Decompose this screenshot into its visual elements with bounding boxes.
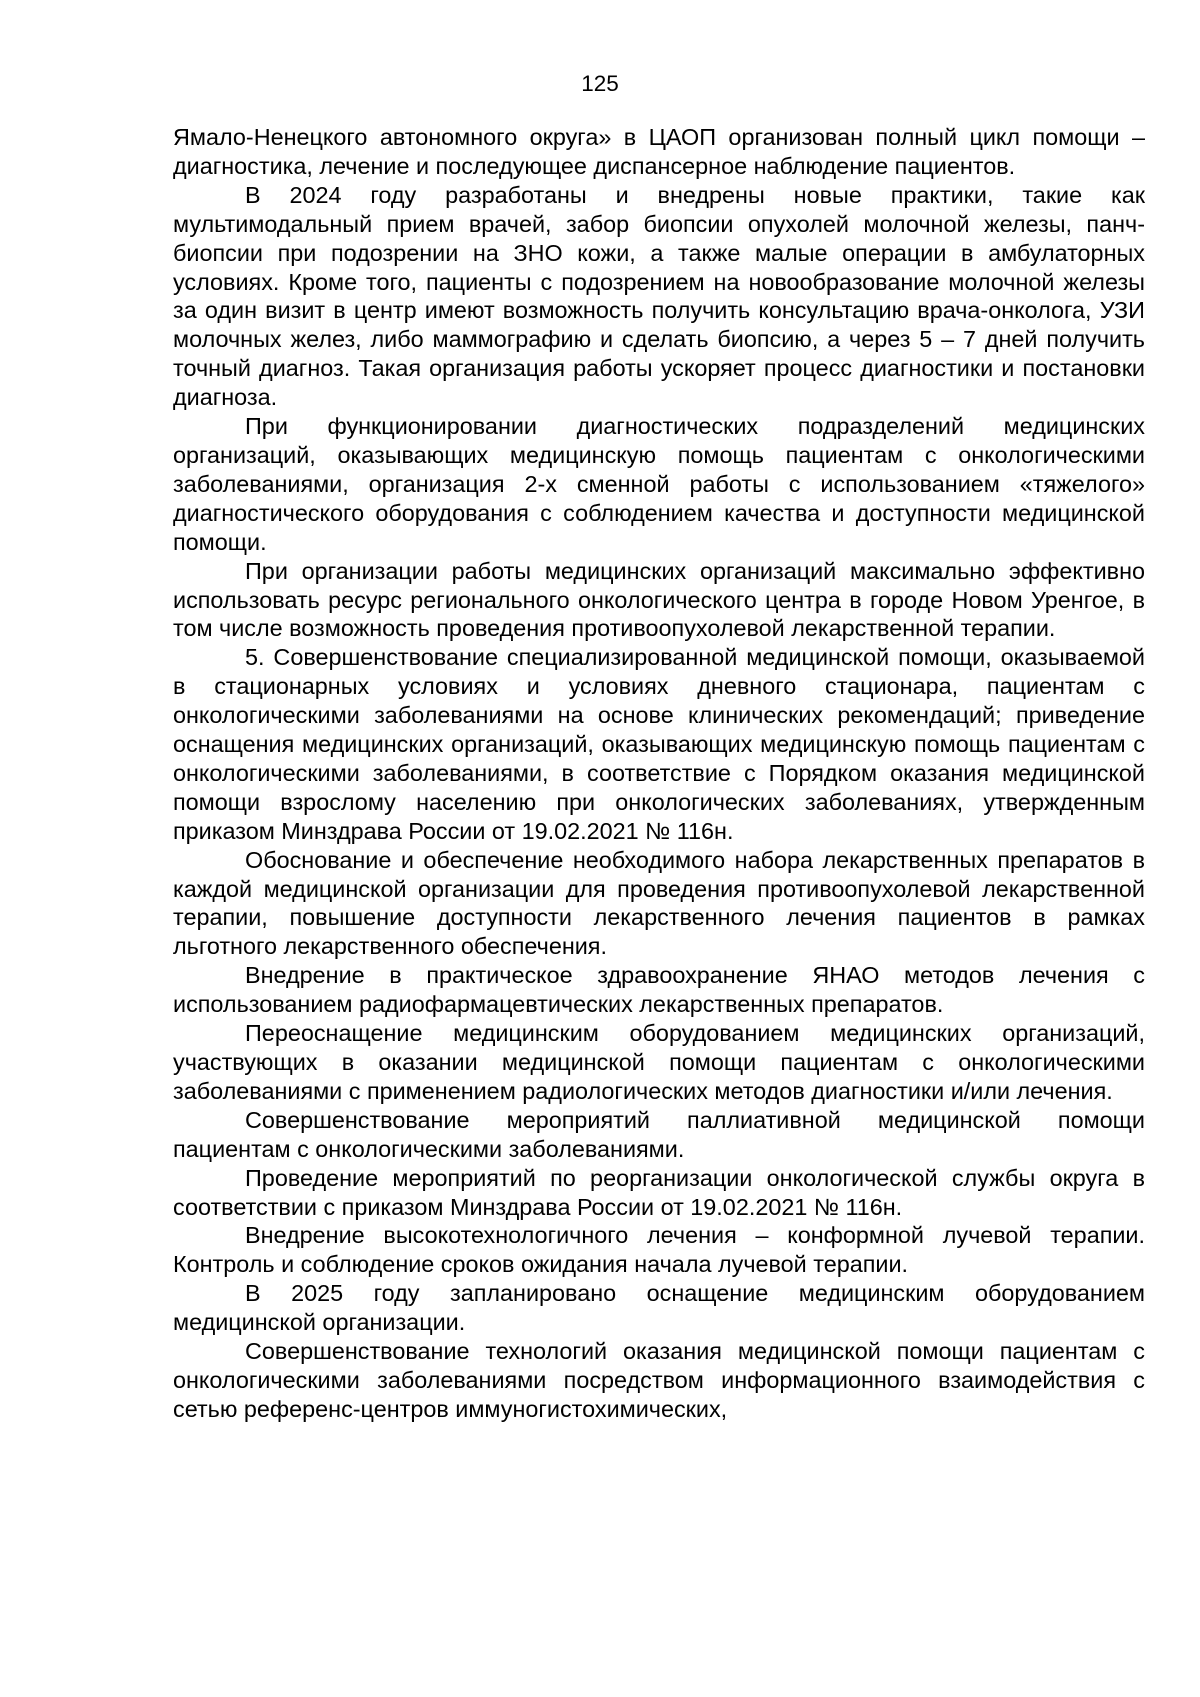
paragraph-diagnostic-units: При функционировании диагностических подразделений медицинских организаций, оказывающих медицинскую помощь пациентам с онкологическими заболеваниями, организация 2-х сменной работы с использованием «тяжелого» диагностического оборудования с соблюдением качества и доступности медицинской помощи. xyxy=(173,413,1145,555)
paragraph-palliative-care: Совершенствование мероприятий паллиативной медицинской помощи пациентам с онкологическими заболеваниями. xyxy=(173,1106,1145,1162)
paragraph-equipment-2025: В 2025 году запланировано оснащение медицинским оборудованием медицинской организации. xyxy=(173,1280,1145,1336)
paragraph-new-practices-2024: В 2024 году разработаны и внедрены новые практики, такие как мультимодальный прием врачей, забор биопсии опухолей молочной железы, панч-биопсии при подозрении на ЗНО кожи, а также малые операции в амбулаторных условиях. Кроме того, пациенты с подозрением на новообразование молочной железы за один визит в центр имеют возможность получить консультацию врача-онколога, УЗИ молочных желез, либо маммографию и сделать биопсию, а через 5 – 7 дней получить точный диагноз. Такая организация работы ускоряет процесс диагностики и постановки диагноза. xyxy=(173,181,1145,411)
paragraph-radiation-therapy: Внедрение высокотехнологичного лечения – конформной лучевой терапии. Контроль и соблюдение сроков ожидания начала лучевой терапии. xyxy=(173,1222,1145,1278)
paragraph-reorganization: Проведение мероприятий по реорганизации онкологической службы округа в соответствии с приказом Минздрава России от 19.02.2021 № 116н. xyxy=(173,1164,1145,1220)
paragraph-item-5: 5. Совершенствование специализированной медицинской помощи, оказываемой в стационарных условиях и условиях дневного стационара, пациентам с онкологическими заболеваниями на основе клинических рекомендаций; приведение оснащения медицинских организаций, оказывающих медицинскую помощь пациентам с онкологическими заболеваниями, в соответствие с Порядком оказания медицинской помощи взрослому населению при онкологических заболеваниях, утвержденным приказом Минздрава России от 19.02.2021 № 116н. xyxy=(173,644,1145,844)
paragraph-drug-supply: Обоснование и обеспечение необходимого набора лекарственных препаратов в каждой медицинской организации для проведения противоопухолевой лекарственной терапии, повышение доступности лекарственного лечения пациентов в рамках льготного лекарственного обеспечения. xyxy=(173,846,1145,960)
paragraph-regional-center: При организации работы медицинских организаций максимально эффективно использовать ресурс регионального онкологического центра в городе Новом Уренгое, в том числе возможность проведения противоопухолевой лекарственной терапии. xyxy=(173,557,1145,642)
document-body xyxy=(173,123,1145,1424)
paragraph-re-equipment: Переоснащение медицинским оборудованием медицинских организаций, участвующих в оказании медицинской помощи пациентам с онкологическими заболеваниями с применением радиологических методов диагностики и/или лечения. xyxy=(173,1020,1145,1104)
page-number: 125 xyxy=(581,71,619,96)
paragraph-reference-centers: Совершенствование технологий оказания медицинской помощи пациентам с онкологическими заболеваниями посредством информационного взаимодействия с сетью референс-центров иммуногистохимических, xyxy=(173,1338,1145,1422)
paragraph-continuation: Ямало-Ненецкого автономного округа» в ЦАОП организован полный цикл помощи – диагностика, лечение и последующее диспансерное наблюдение пациентов. xyxy=(173,124,1145,179)
paragraph-radiopharmaceuticals: Внедрение в практическое здравоохранение ЯНАО методов лечения с использованием радиофармацевтических лекарственных препаратов. xyxy=(173,962,1145,1018)
